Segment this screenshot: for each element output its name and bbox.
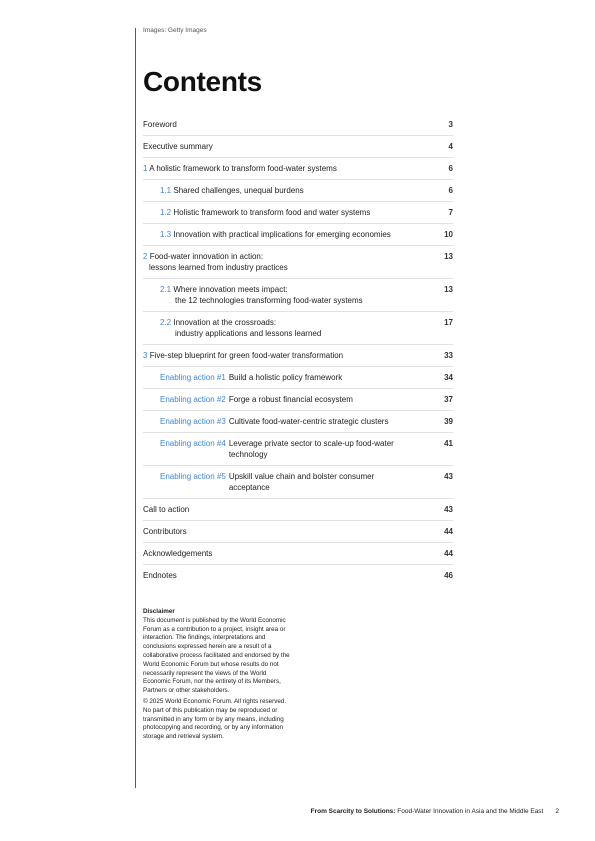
toc-entry[interactable] [143, 114, 453, 135]
section-number: 2.2 [160, 318, 172, 327]
toc-entry-line [143, 119, 453, 130]
toc-entry-title-continued: the 12 technologies transforming food-water systems [175, 296, 363, 305]
toc-entry[interactable] [143, 366, 453, 388]
toc-entry-title-continued: industry applications and lessons learned [175, 329, 322, 338]
toc-action-entry [143, 416, 453, 427]
toc-entry-text [143, 548, 453, 559]
toc-entry-line [160, 317, 453, 328]
toc-entry-line [160, 207, 453, 218]
toc-entry[interactable] [143, 157, 453, 179]
toc-page-number: 37 [444, 395, 453, 404]
toc-entry-text [143, 570, 453, 581]
toc-entry-text [143, 284, 453, 306]
toc-entry[interactable] [143, 278, 453, 311]
page-number: 2 [555, 808, 559, 815]
toc-entry-line [143, 163, 453, 174]
toc-entry-title: Food-water innovation in action: [149, 252, 264, 261]
toc-entry-text [143, 207, 453, 218]
toc-entry-line [143, 504, 453, 515]
section-number: 1 [143, 164, 148, 173]
toc-page-number: 46 [444, 571, 453, 580]
enabling-action-label: Enabling action #5 [160, 472, 226, 481]
section-number: 3 [143, 351, 148, 360]
toc-entry-title: Acknowledgements [143, 549, 213, 558]
enabling-action-label: Enabling action #1 [160, 373, 226, 382]
toc-entry-title: Innovation at the crossroads: [173, 318, 277, 327]
toc-entry-title: A holistic framework to transform food-water systems [149, 164, 337, 173]
toc-entry-line [143, 526, 453, 537]
toc-page-number: 10 [444, 230, 453, 239]
toc-entry-title: Upskill value chain and bolster consumer acceptance [228, 472, 375, 492]
toc-entry-line [143, 141, 453, 152]
toc-entry[interactable] [143, 201, 453, 223]
toc-page-number: 44 [444, 549, 453, 558]
toc-entry-line [160, 229, 453, 240]
toc-entry-title: Shared challenges, unequal burdens [173, 186, 304, 195]
toc-entry-text [143, 141, 453, 152]
toc-page-number: 34 [444, 373, 453, 382]
toc-entry-title: Cultivate food-water-centric strategic clusters [228, 417, 389, 426]
disclaimer-body: This document is published by the World Economic Forum as a contribution to a project, insight area or interaction. The findings, interpretations and conclusions expressed herein are a result of a collaborative process facilitated and endorsed by the World Economic Forum but whose results do not necessarily represent the views of the World Economic Forum, nor the entirety of its Members, Partners or other stakeholders. [143, 616, 290, 695]
toc-entry[interactable] [143, 135, 453, 157]
toc-entry-line [143, 548, 453, 559]
section-number: 1.3 [160, 230, 172, 239]
toc-entry[interactable] [143, 564, 453, 586]
toc-entry-line [143, 350, 453, 361]
toc-entry-title: Leverage private sector to scale-up food-water technology [228, 439, 394, 459]
toc-entry-text [143, 119, 453, 130]
section-number: 1.2 [160, 208, 172, 217]
toc-page-number: 43 [444, 472, 453, 481]
toc-entry-title: Forge a robust financial ecosystem [228, 395, 353, 404]
toc-entry[interactable] [143, 520, 453, 542]
toc-entry-text [143, 163, 453, 174]
toc-entry-title: Endnotes [143, 571, 177, 580]
section-number: 1.1 [160, 186, 172, 195]
table-of-contents [143, 114, 453, 586]
copyright-notice: © 2025 World Economic Forum. All rights reserved. No part of this publication may be reproduced or transmitted in any form or by any means, including photocopying and recording, or by any information storage and retrieval system. [143, 697, 287, 741]
toc-entry-title: Holistic framework to transform food and water systems [173, 208, 371, 217]
section-number: 2 [143, 252, 148, 261]
enabling-action-label: Enabling action #4 [160, 439, 226, 448]
toc-action-entry [143, 438, 453, 460]
toc-page-number: 3 [448, 120, 453, 129]
toc-page-number: 33 [444, 351, 453, 360]
disclaimer-heading: Disclaimer [143, 608, 175, 615]
toc-entry-text [143, 526, 453, 537]
toc-entry-title: Executive summary [143, 142, 213, 151]
toc-entry[interactable] [143, 388, 453, 410]
toc-action-entry [143, 372, 453, 383]
toc-entry-text [143, 350, 453, 361]
toc-entry[interactable] [143, 465, 453, 498]
toc-entry-title: Five-step blueprint for green food-water transformation [149, 351, 344, 360]
toc-page-number: 6 [448, 186, 453, 195]
toc-entry-text [143, 185, 453, 196]
toc-entry-title: Contributors [143, 527, 187, 536]
toc-page-number: 13 [444, 252, 453, 261]
toc-entry-text [143, 229, 453, 240]
toc-entry-text [143, 251, 453, 273]
toc-entry[interactable] [143, 542, 453, 564]
toc-entry-text [143, 504, 453, 515]
toc-page-number: 43 [444, 505, 453, 514]
toc-entry-line [143, 570, 453, 581]
toc-entry[interactable] [143, 498, 453, 520]
toc-entry-title: Innovation with practical implications for emerging economies [173, 230, 391, 239]
toc-entry-line [160, 284, 453, 295]
toc-entry-title: Foreword [143, 120, 177, 129]
toc-page-number: 13 [444, 285, 453, 294]
toc-entry[interactable] [143, 410, 453, 432]
toc-entry-title: Build a holistic policy framework [228, 373, 343, 382]
toc-page-number: 7 [448, 208, 453, 217]
toc-page-number: 6 [448, 164, 453, 173]
enabling-action-label: Enabling action #2 [160, 395, 226, 404]
enabling-action-label: Enabling action #3 [160, 417, 226, 426]
toc-entry[interactable] [143, 311, 453, 344]
toc-entry[interactable] [143, 245, 453, 278]
toc-page-number: 44 [444, 527, 453, 536]
toc-page-number: 4 [448, 142, 453, 151]
toc-entry-title-continued: lessons learned from industry practices [149, 263, 288, 272]
toc-page-number: 41 [444, 439, 453, 448]
image-credit: Images: Getty Images [143, 27, 207, 34]
toc-entry-title: Call to action [143, 505, 190, 514]
toc-page-number: 39 [444, 417, 453, 426]
toc-entry-line [160, 185, 453, 196]
footer-title: Food-Water Innovation in Asia and the Middle East [395, 808, 544, 815]
toc-entry[interactable] [143, 179, 453, 201]
page-title: Contents [143, 66, 262, 97]
toc-action-entry [143, 471, 453, 493]
section-number: 2.1 [160, 285, 172, 294]
disclaimer [143, 608, 293, 744]
toc-entry[interactable] [143, 432, 453, 465]
toc-entry-title: Where innovation meets impact: [173, 285, 288, 294]
toc-action-entry [143, 394, 453, 405]
toc-page-number: 17 [444, 318, 453, 327]
toc-entry-line [143, 251, 453, 262]
toc-entry[interactable] [143, 223, 453, 245]
toc-entry[interactable] [143, 344, 453, 366]
margin-rule [135, 28, 136, 788]
page-footer [311, 808, 559, 815]
toc-entry-text [143, 317, 453, 339]
footer-title-bold: From Scarcity to Solutions: [310, 808, 396, 815]
